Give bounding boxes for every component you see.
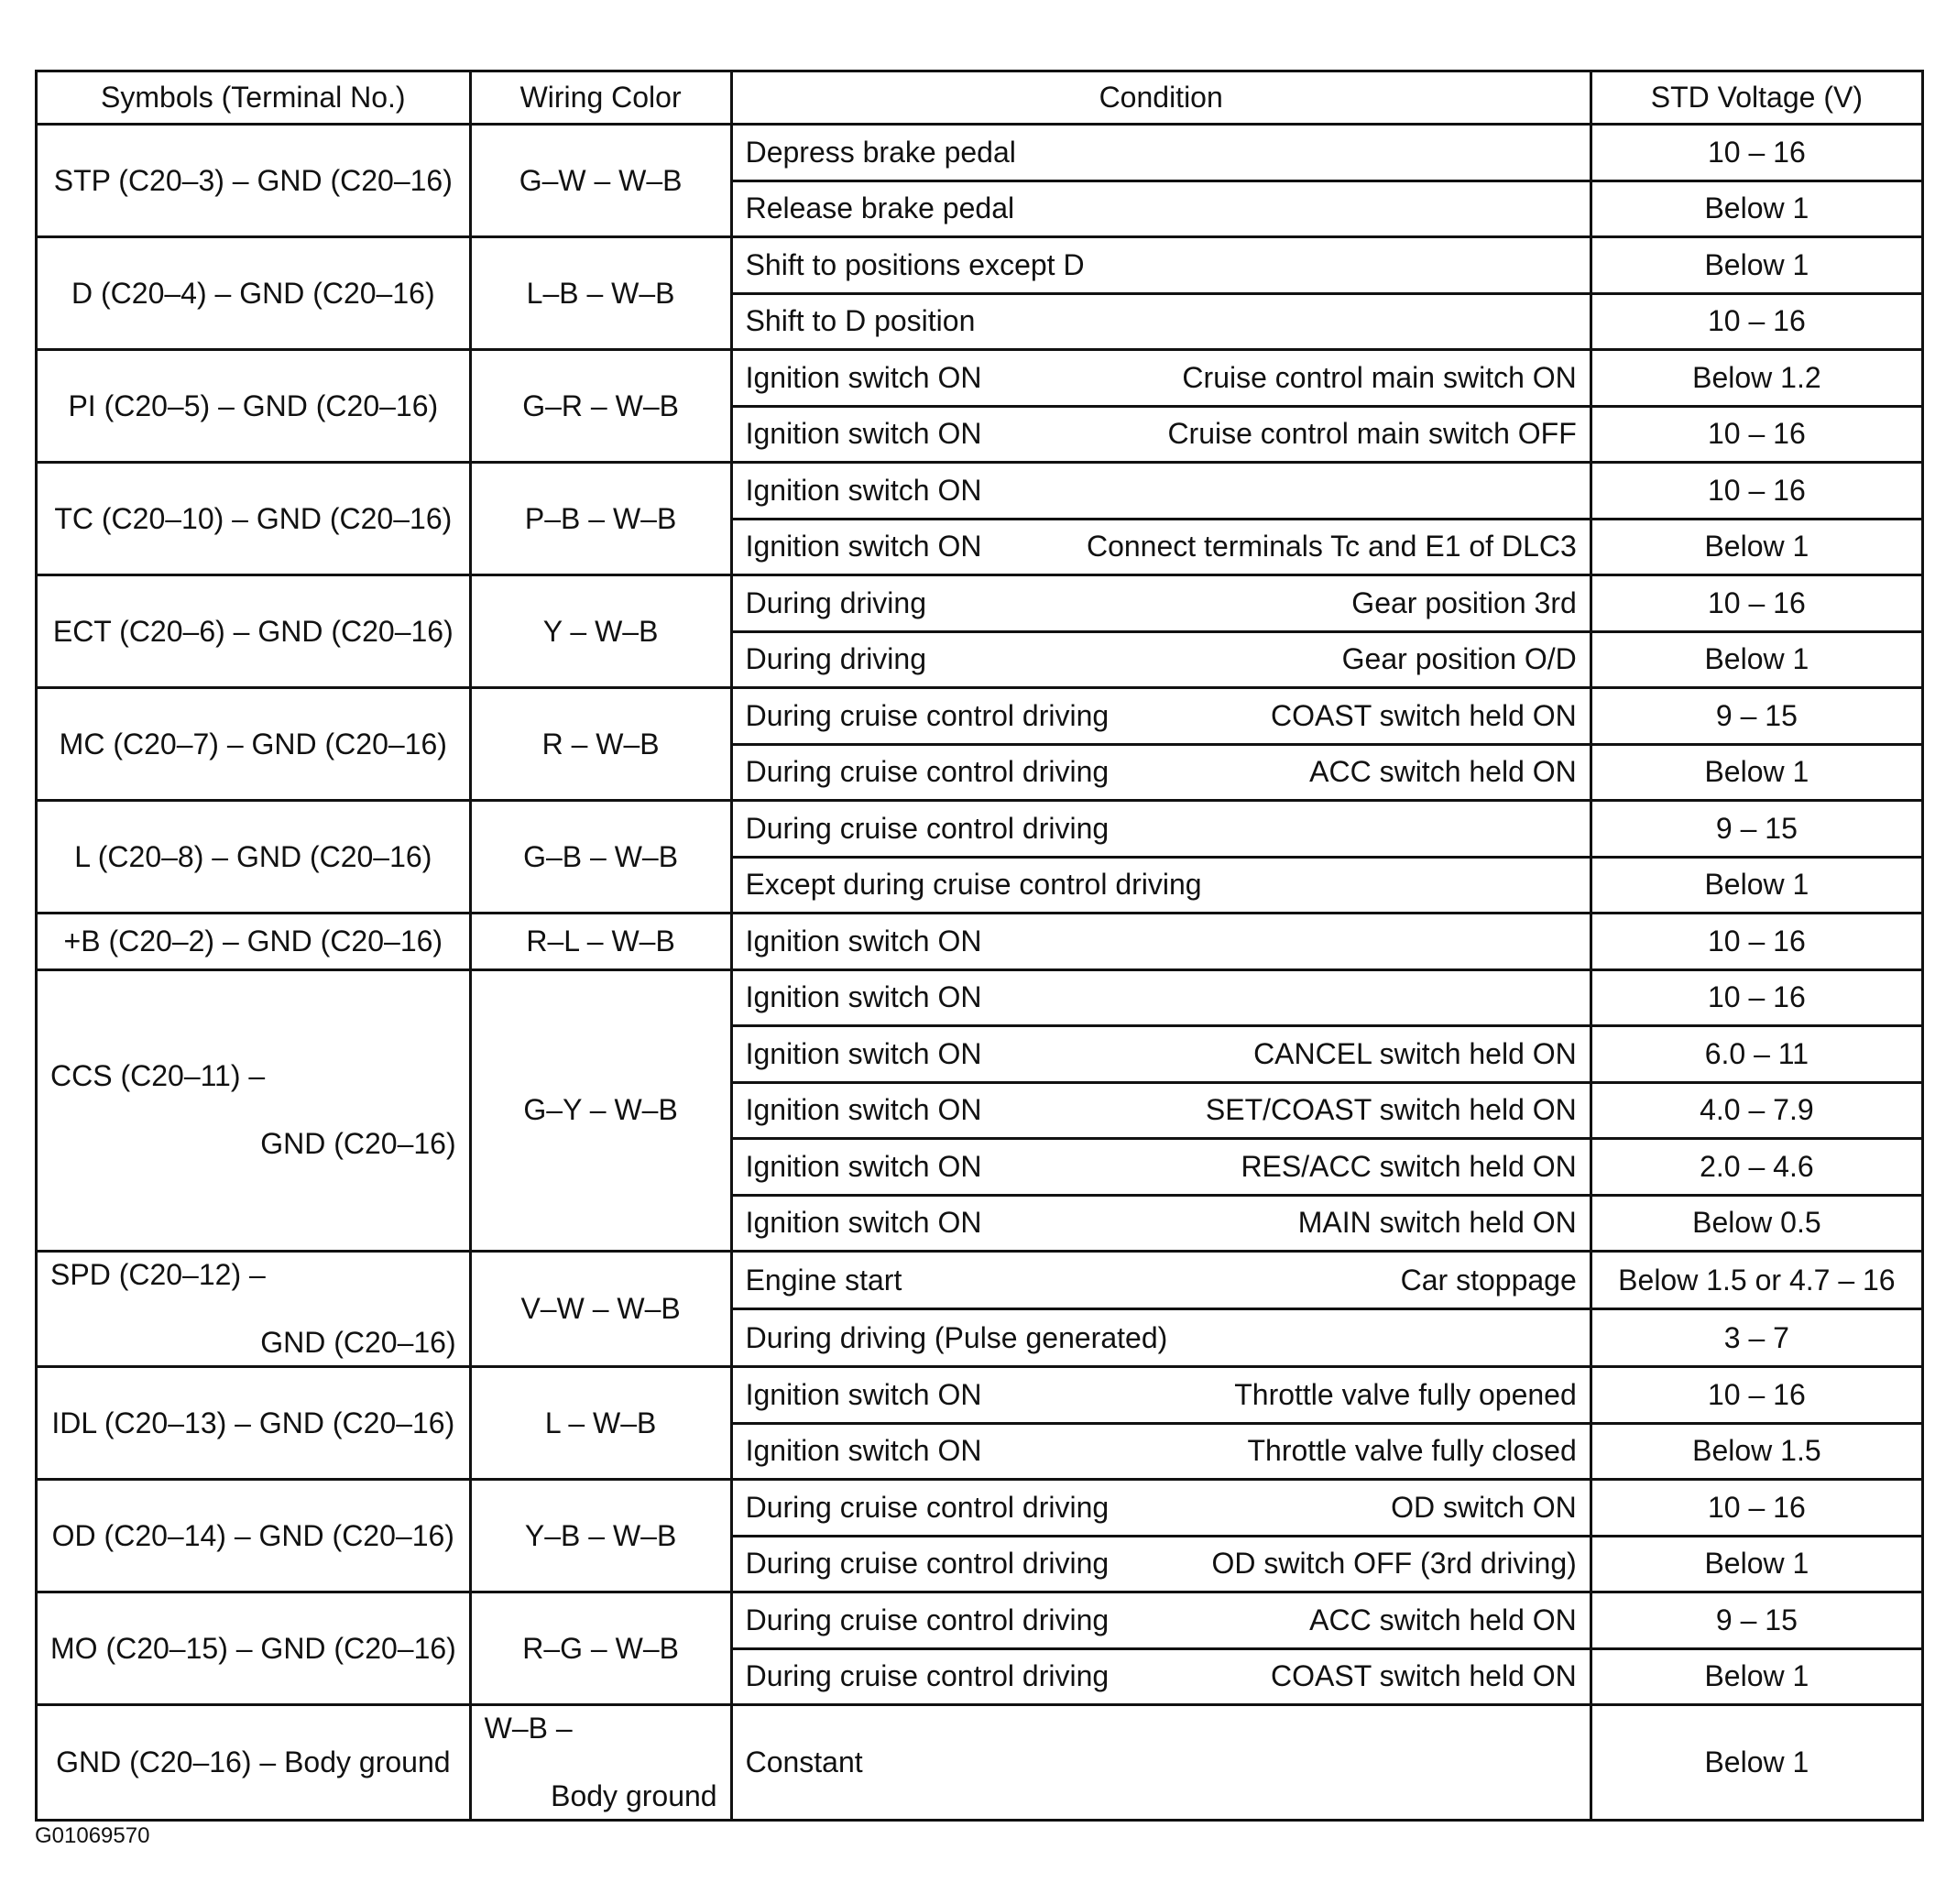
condition-cell (731, 744, 1591, 801)
condition-primary: During cruise control driving (745, 698, 1110, 732)
std-voltage-cell: 9 – 15 (1591, 801, 1922, 858)
table-row (37, 575, 1923, 632)
wiring-color-cell: G–B – W–B (470, 801, 731, 914)
condition-primary: Release brake pedal (745, 191, 1015, 225)
std-voltage-cell: 10 – 16 (1591, 914, 1922, 970)
condition-cell (731, 631, 1591, 688)
condition-primary: During cruise control driving (745, 755, 1110, 789)
condition-primary: Ignition switch ON (745, 360, 982, 394)
std-voltage-cell: 9 – 15 (1591, 688, 1922, 745)
condition-cell (731, 1252, 1591, 1309)
header-symbols: Symbols (Terminal No.) (37, 71, 471, 125)
terminal-symbol-cell: D (C20–4) – GND (C20–16) (37, 237, 471, 350)
condition-cell (731, 1423, 1591, 1480)
terminal-symbol-cell: STP (C20–3) – GND (C20–16) (37, 125, 471, 237)
condition-cell (731, 125, 1591, 181)
wiring-color-cell (470, 1705, 731, 1821)
condition-primary: During cruise control driving (745, 1547, 1110, 1581)
wiring-color-cell: G–W – W–B (470, 125, 731, 237)
terminal-symbol-cell: MO (C20–15) – GND (C20–16) (37, 1592, 471, 1705)
condition-primary: Ignition switch ON (745, 1149, 982, 1183)
terminal-symbol-cell: OD (C20–14) – GND (C20–16) (37, 1480, 471, 1592)
condition-primary: Ignition switch ON (745, 473, 982, 507)
condition-primary: During cruise control driving (745, 811, 1110, 845)
std-voltage-cell: 10 – 16 (1591, 463, 1922, 520)
condition-secondary: Cruise control main switch OFF (1167, 417, 1577, 451)
condition-secondary: Connect terminals Tc and E1 of DLC3 (1086, 530, 1577, 564)
condition-cell (731, 463, 1591, 520)
table-row (37, 1252, 1923, 1309)
table-row (37, 1592, 1923, 1649)
std-voltage-cell: 10 – 16 (1591, 1367, 1922, 1424)
std-voltage-cell: Below 1.2 (1591, 350, 1922, 407)
condition-primary: Except during cruise control driving (745, 868, 1202, 902)
condition-secondary: Car stoppage (1400, 1263, 1577, 1297)
table-row (37, 1480, 1923, 1537)
condition-primary: Ignition switch ON (745, 924, 982, 957)
table-row (37, 125, 1923, 181)
std-voltage-cell: 10 – 16 (1591, 406, 1922, 463)
condition-cell (731, 519, 1591, 575)
condition-secondary: SET/COAST switch held ON (1205, 1093, 1577, 1127)
condition-primary: Shift to D position (745, 304, 976, 338)
condition-cell (731, 575, 1591, 632)
table-row (37, 350, 1923, 407)
wiring-color-cell: L – W–B (470, 1367, 731, 1480)
terminal-symbol-line2: GND (C20–16) (260, 1326, 456, 1359)
wiring-color-cell: G–Y – W–B (470, 969, 731, 1252)
std-voltage-cell: Below 1 (1591, 857, 1922, 914)
terminal-symbol-cell: PI (C20–5) – GND (C20–16) (37, 350, 471, 463)
condition-primary: During cruise control driving (745, 1490, 1110, 1524)
condition-primary: During cruise control driving (745, 1603, 1110, 1636)
condition-cell (731, 406, 1591, 463)
std-voltage-cell: 3 – 7 (1591, 1309, 1922, 1367)
condition-cell (731, 1082, 1591, 1139)
condition-secondary: OD switch OFF (3rd driving) (1211, 1547, 1577, 1581)
condition-cell (731, 801, 1591, 858)
condition-primary: Ignition switch ON (745, 980, 982, 1014)
wiring-color-cell: L–B – W–B (470, 237, 731, 350)
condition-secondary: Throttle valve fully opened (1234, 1377, 1577, 1411)
condition-secondary: MAIN switch held ON (1297, 1206, 1577, 1240)
std-voltage-cell: Below 1 (1591, 631, 1922, 688)
condition-cell (731, 237, 1591, 294)
table-row (37, 1367, 1923, 1424)
condition-primary: Ignition switch ON (745, 530, 982, 564)
condition-primary: Engine start (745, 1263, 902, 1297)
header-condition: Condition (731, 71, 1591, 125)
condition-cell (731, 969, 1591, 1026)
condition-secondary: CANCEL switch held ON (1253, 1036, 1577, 1070)
terminal-symbol-cell: GND (C20–16) – Body ground (37, 1705, 471, 1821)
condition-cell (731, 1648, 1591, 1705)
condition-cell (731, 1026, 1591, 1083)
condition-primary: During driving (745, 642, 926, 676)
terminal-symbol-line1: SPD (C20–12) – (50, 1258, 266, 1291)
wiring-color-line1: W–B – (484, 1712, 573, 1745)
terminal-symbol-cell (37, 1252, 471, 1367)
std-voltage-cell: 10 – 16 (1591, 575, 1922, 632)
condition-cell (731, 1536, 1591, 1592)
condition-primary: Ignition switch ON (745, 417, 982, 451)
std-voltage-cell: 10 – 16 (1591, 969, 1922, 1026)
std-voltage-cell: Below 1.5 or 4.7 – 16 (1591, 1252, 1922, 1309)
table-header-row (37, 71, 1923, 125)
wiring-color-cell: P–B – W–B (470, 463, 731, 575)
wiring-color-cell: Y – W–B (470, 575, 731, 688)
condition-secondary: OD switch ON (1391, 1490, 1577, 1524)
terminal-symbol-line2: GND (C20–16) (260, 1127, 456, 1161)
condition-cell (731, 293, 1591, 350)
std-voltage-cell: Below 1.5 (1591, 1423, 1922, 1480)
terminal-symbol-cell: IDL (C20–13) – GND (C20–16) (37, 1367, 471, 1480)
condition-cell (731, 1195, 1591, 1252)
wiring-color-cell: Y–B – W–B (470, 1480, 731, 1592)
condition-cell (731, 1309, 1591, 1367)
terminal-symbol-cell (37, 969, 471, 1252)
condition-cell (731, 1480, 1591, 1537)
terminal-symbol-cell: MC (C20–7) – GND (C20–16) (37, 688, 471, 801)
table-row (37, 688, 1923, 745)
std-voltage-cell: Below 1 (1591, 181, 1922, 237)
condition-cell (731, 181, 1591, 237)
table-row (37, 969, 1923, 1026)
table-row (37, 463, 1923, 520)
condition-secondary: Throttle valve fully closed (1247, 1434, 1577, 1468)
condition-cell (731, 1139, 1591, 1196)
terminal-voltage-table (35, 70, 1924, 1822)
table-body (37, 125, 1923, 1821)
std-voltage-cell: Below 1 (1591, 519, 1922, 575)
condition-cell (731, 1705, 1591, 1821)
condition-primary: During driving (Pulse generated) (745, 1320, 1168, 1354)
table-row (37, 801, 1923, 858)
std-voltage-cell: Below 1 (1591, 237, 1922, 294)
std-voltage-cell: Below 1 (1591, 1648, 1922, 1705)
condition-secondary: Gear position 3rd (1351, 585, 1577, 619)
condition-secondary: ACC switch held ON (1309, 755, 1577, 789)
condition-cell (731, 688, 1591, 745)
table-row (37, 914, 1923, 970)
condition-primary: Depress brake pedal (745, 135, 1016, 169)
condition-cell (731, 1592, 1591, 1649)
condition-secondary: RES/ACC switch held ON (1241, 1149, 1577, 1183)
condition-cell (731, 1367, 1591, 1424)
std-voltage-cell: 10 – 16 (1591, 1480, 1922, 1537)
wiring-color-cell: V–W – W–B (470, 1252, 731, 1367)
std-voltage-cell: 10 – 16 (1591, 293, 1922, 350)
condition-cell (731, 350, 1591, 407)
condition-secondary: COAST switch held ON (1271, 698, 1577, 732)
std-voltage-cell: Below 1 (1591, 1705, 1922, 1821)
terminal-symbol-cell: TC (C20–10) – GND (C20–16) (37, 463, 471, 575)
terminal-symbol-cell: +B (C20–2) – GND (C20–16) (37, 914, 471, 970)
condition-primary: During cruise control driving (745, 1659, 1110, 1693)
std-voltage-cell: Below 1 (1591, 1536, 1922, 1592)
terminal-symbol-cell: ECT (C20–6) – GND (C20–16) (37, 575, 471, 688)
condition-primary: Shift to positions except D (745, 247, 1085, 281)
condition-primary: Ignition switch ON (745, 1206, 982, 1240)
wiring-color-cell: G–R – W–B (470, 350, 731, 463)
wiring-color-cell: R – W–B (470, 688, 731, 801)
condition-cell (731, 914, 1591, 970)
std-voltage-cell: 9 – 15 (1591, 1592, 1922, 1649)
condition-primary: Constant (745, 1745, 863, 1778)
std-voltage-cell: Below 0.5 (1591, 1195, 1922, 1252)
header-wiring-color: Wiring Color (470, 71, 731, 125)
std-voltage-cell: Below 1 (1591, 744, 1922, 801)
table-row (37, 237, 1923, 294)
condition-primary: Ignition switch ON (745, 1036, 982, 1070)
condition-secondary: ACC switch held ON (1309, 1603, 1577, 1636)
table-row (37, 1705, 1923, 1821)
condition-primary: Ignition switch ON (745, 1434, 982, 1468)
std-voltage-cell: 10 – 16 (1591, 125, 1922, 181)
condition-secondary: Cruise control main switch ON (1182, 360, 1577, 394)
std-voltage-cell: 2.0 – 4.6 (1591, 1139, 1922, 1196)
condition-cell (731, 857, 1591, 914)
terminal-symbol-line1: CCS (C20–11) – (50, 1059, 266, 1093)
wiring-color-cell: R–L – W–B (470, 914, 731, 970)
std-voltage-cell: 6.0 – 11 (1591, 1026, 1922, 1083)
terminal-symbol-cell: L (C20–8) – GND (C20–16) (37, 801, 471, 914)
std-voltage-cell: 4.0 – 7.9 (1591, 1082, 1922, 1139)
condition-secondary: COAST switch held ON (1271, 1659, 1577, 1693)
figure-id: G01069570 (35, 1823, 150, 1848)
condition-primary: Ignition switch ON (745, 1093, 982, 1127)
wiring-color-cell: R–G – W–B (470, 1592, 731, 1705)
header-std-voltage: STD Voltage (V) (1591, 71, 1922, 125)
wiring-color-line2: Body ground (551, 1779, 717, 1812)
condition-primary: During driving (745, 585, 926, 619)
condition-secondary: Gear position O/D (1341, 642, 1577, 676)
condition-primary: Ignition switch ON (745, 1377, 982, 1411)
